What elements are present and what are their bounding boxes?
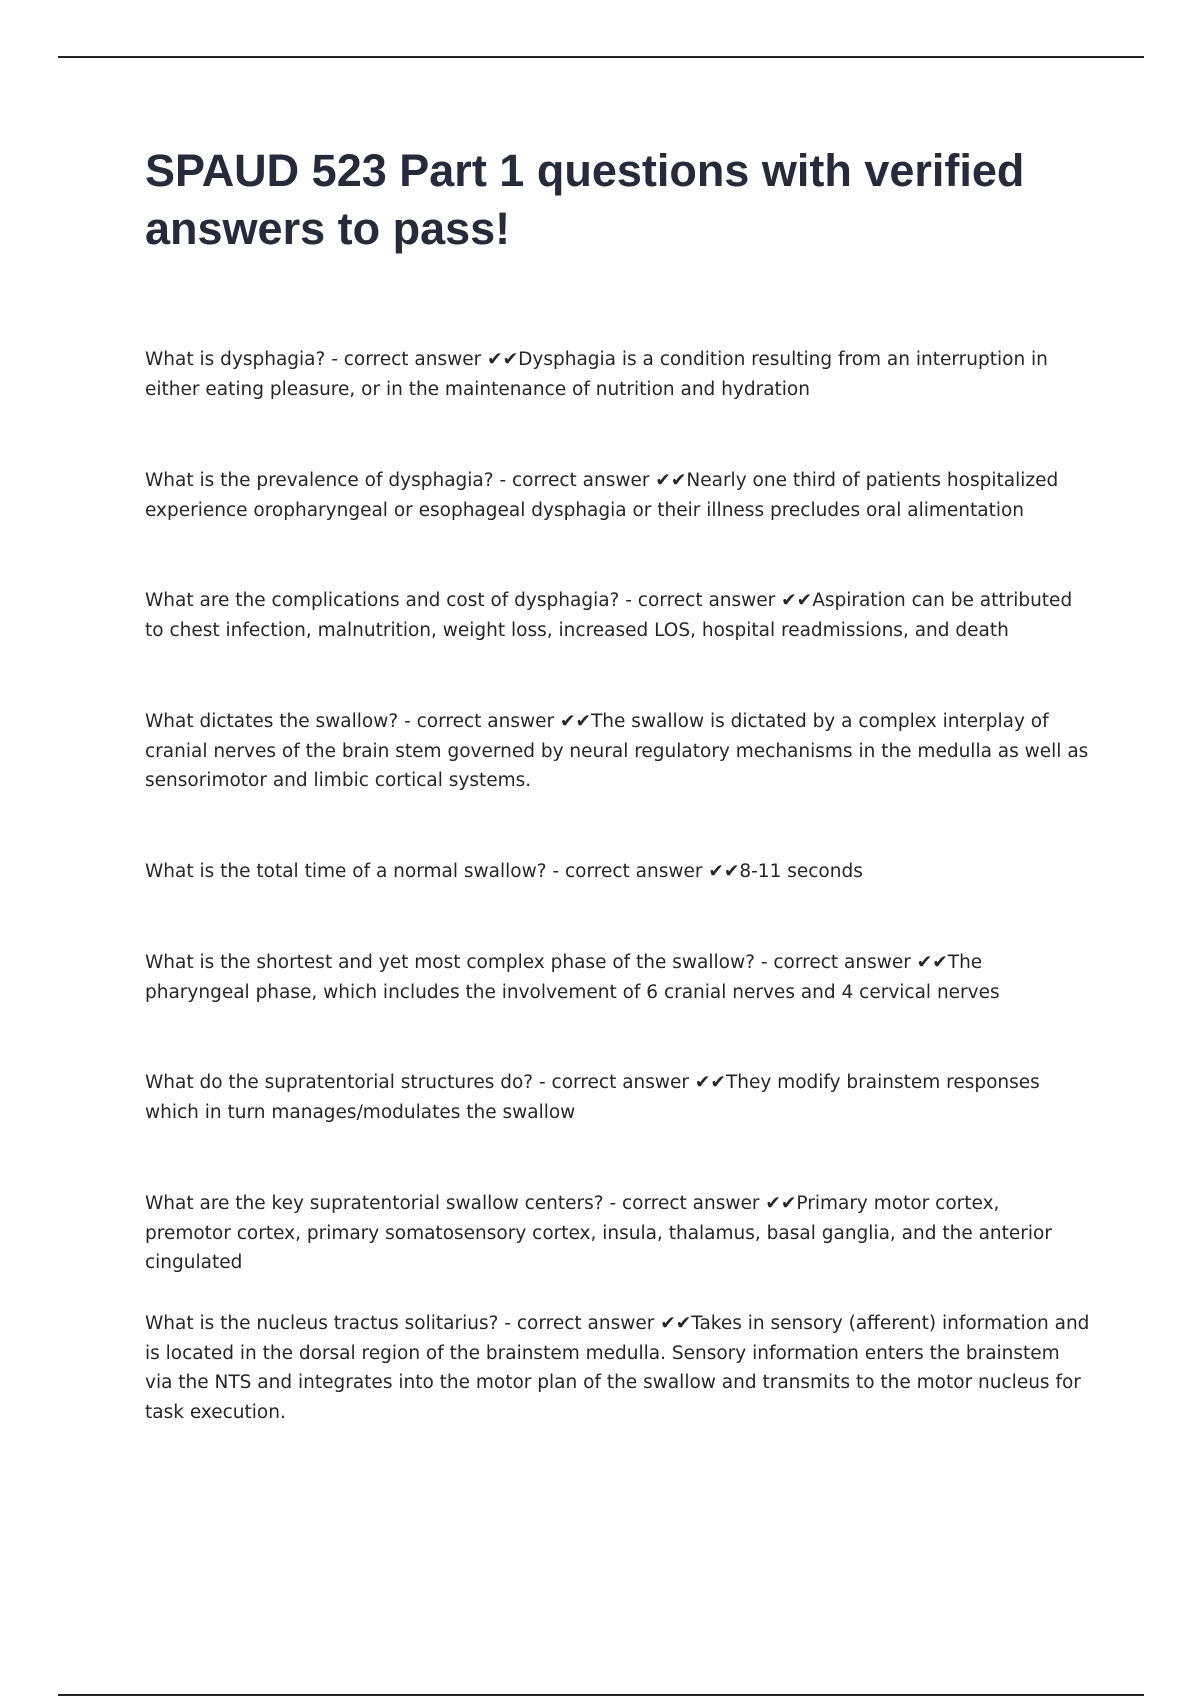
answer-separator: - correct answer xyxy=(498,1313,661,1334)
check-marks-icon: ✔✔ xyxy=(487,349,519,370)
question-text: What are the complications and cost of dysphagia? xyxy=(145,590,620,611)
qa-item xyxy=(145,948,1090,1007)
question-text: What do the supratentorial structures do? xyxy=(145,1072,534,1093)
document-title: SPAUD 523 Part 1 questions with verified answers to pass! xyxy=(145,145,1025,254)
question-text: What is the shortest and yet most complex phase of the swallow? xyxy=(145,952,755,973)
check-marks-icon: ✔✔ xyxy=(765,1193,797,1214)
bottom-rule xyxy=(58,1694,1144,1696)
answer-separator: - correct answer xyxy=(398,711,560,732)
question-text: What is dysphagia? xyxy=(145,349,326,370)
qa-item xyxy=(145,857,1090,887)
answer-separator: - correct answer xyxy=(493,470,656,491)
qa-item xyxy=(145,345,1090,404)
answer-text: The swallow is dictated by a complex interplay of cranial nerves of the brain stem governed by neural regulatory mechanisms in the medulla as well as sensorimotor and limbic cortical systems. xyxy=(145,711,1089,791)
answer-separator: - correct answer xyxy=(546,861,709,882)
check-marks-icon: ✔✔ xyxy=(660,1313,692,1334)
question-text: What is the prevalence of dysphagia? xyxy=(145,470,494,491)
check-marks-icon: ✔✔ xyxy=(781,590,813,611)
qa-item xyxy=(145,586,1090,645)
check-marks-icon: ✔✔ xyxy=(694,1072,726,1093)
answer-text: Dysphagia is a condition resulting from an interruption in either eating pleasure, or in the maintenance of nutrition and hydration xyxy=(145,349,1048,400)
answer-text: The pharyngeal phase, which includes the involvement of 6 cranial nerves and 4 cervical nerves xyxy=(145,952,1000,1003)
top-rule xyxy=(58,56,1144,58)
check-marks-icon: ✔✔ xyxy=(708,861,740,882)
answer-separator: - correct answer xyxy=(325,349,488,370)
answer-separator: - correct answer xyxy=(533,1072,695,1093)
question-text: What is the total time of a normal swallow? xyxy=(145,861,547,882)
question-text: What is the nucleus tractus solitarius? xyxy=(145,1313,499,1334)
answer-separator: - correct answer xyxy=(619,590,782,611)
qa-item xyxy=(145,1068,1090,1127)
answer-text: Aspiration can be attributed to chest infection, malnutrition, weight loss, increased LOS, hospital readmissions, and death xyxy=(145,590,1073,641)
qa-item xyxy=(145,1309,1090,1427)
answer-separator: - correct answer xyxy=(603,1193,766,1214)
check-marks-icon: ✔✔ xyxy=(655,470,687,491)
qa-item xyxy=(145,466,1090,525)
answer-text: Takes in sensory (afferent) information and is located in the dorsal region of the brainstem medulla. Sensory information enters the brainstem via the NTS and integrates into the motor plan of the swallow and transmits to the motor nucleus for task execution. xyxy=(145,1313,1090,1423)
qa-item xyxy=(145,1189,1090,1278)
answer-text: They modify brainstem responses which in turn manages/modulates the swallow xyxy=(145,1072,1040,1123)
qa-item xyxy=(145,707,1090,796)
answer-text: 8-11 seconds xyxy=(739,861,863,882)
question-text: What are the key supratentorial swallow centers? xyxy=(145,1193,604,1214)
check-marks-icon: ✔✔ xyxy=(916,952,948,973)
answer-text: Nearly one third of patients hospitalized experience oropharyngeal or esophageal dysphagia or their illness precludes oral alimentation xyxy=(145,470,1059,521)
check-marks-icon: ✔✔ xyxy=(559,711,591,732)
question-text: What dictates the swallow? xyxy=(145,711,399,732)
answer-separator: - correct answer xyxy=(754,952,917,973)
answer-text: Primary motor cortex, premotor cortex, primary somatosensory cortex, insula, thalamus, basal ganglia, and the anterior cingulated xyxy=(145,1193,1052,1273)
